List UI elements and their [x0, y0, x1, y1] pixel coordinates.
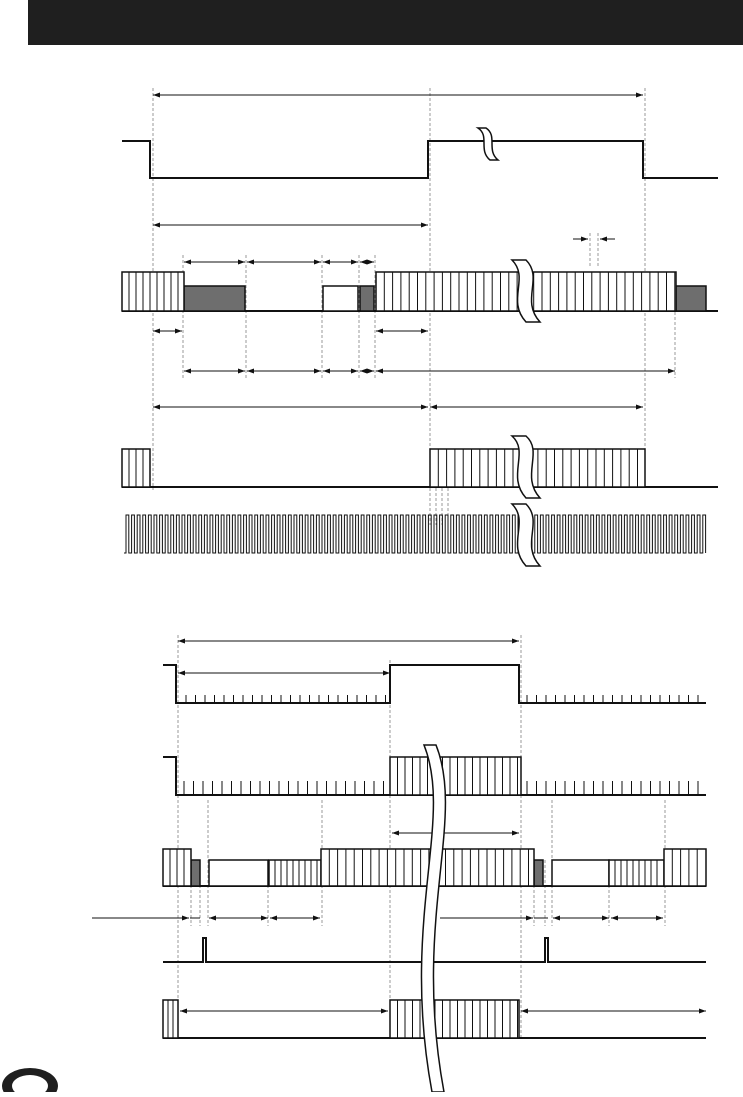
cell-block — [664, 849, 706, 886]
shaded-block-3 — [676, 286, 706, 311]
cell-block — [390, 757, 521, 795]
cell-block — [163, 1000, 178, 1038]
bit-cells — [390, 757, 521, 795]
cell-block — [269, 860, 321, 886]
cell-block — [609, 860, 664, 886]
shaded-block-2 — [360, 286, 374, 311]
bit-cells — [122, 272, 184, 311]
clock-signal — [124, 515, 706, 553]
bit-cells — [122, 449, 150, 487]
cell-block — [122, 272, 184, 311]
lower-frame-signal — [163, 665, 706, 703]
upper-frame-signal — [122, 141, 718, 178]
upper-data-stream — [122, 272, 718, 311]
break-marks-upper — [478, 128, 540, 566]
clock-waveform — [124, 515, 706, 553]
bit-cells — [430, 449, 645, 487]
bit-width-marker — [573, 233, 615, 268]
shaded-block-1 — [184, 286, 245, 311]
upper-output-stream — [122, 449, 718, 487]
cell-block — [390, 1000, 519, 1038]
bit-cells — [163, 1000, 519, 1038]
page-number-badge — [0, 1062, 60, 1092]
empty-block — [323, 286, 358, 311]
